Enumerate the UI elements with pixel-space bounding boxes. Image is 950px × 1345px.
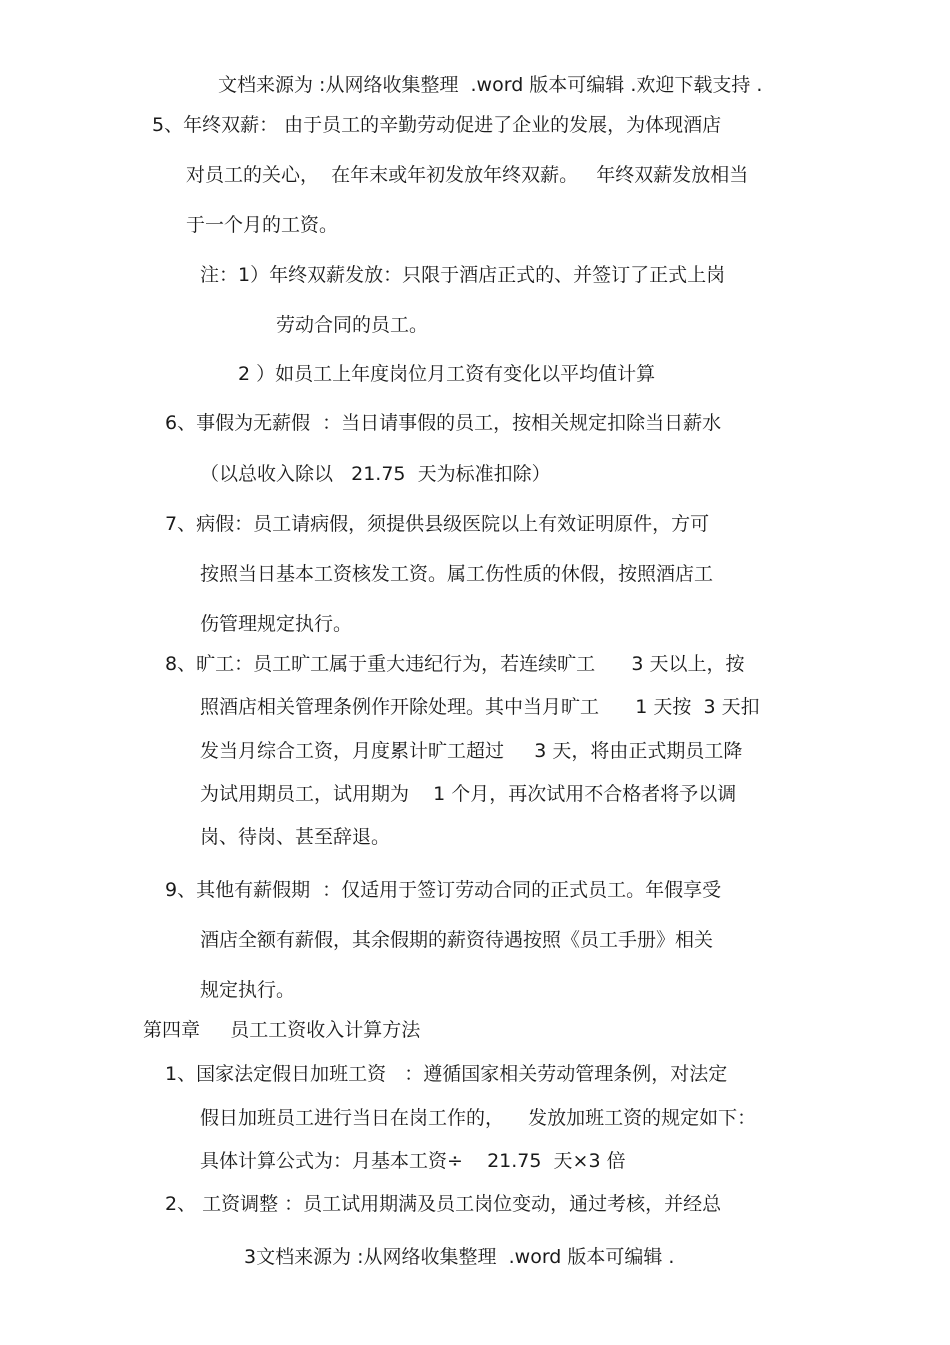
item-6-line-2: （以总收入除以 21.75 天为标准扣除） (200, 463, 551, 485)
header-source-note: 文档来源为 :从网络收集整理 .word 版本可编辑 .欢迎下载支持 . (218, 74, 763, 96)
item-8-line-2: 照酒店相关管理条例作开除处理。其中当月旷工 1 天按 3 天扣 (200, 696, 760, 718)
item-5-note-1-line-1: 注：1）年终双薪发放：只限于酒店正式的、并签订了正式上岗 (200, 264, 726, 286)
item-7-line-2: 按照当日基本工资核发工资。属工伤性质的休假，按照酒店工 (200, 563, 714, 585)
item-6-line-1: 6、事假为无薪假 ：当日请事假的员工，按相关规定扣除当日薪水 (165, 412, 722, 434)
ch4-item-1-line-3: 具体计算公式为：月基本工资÷ 21.75 天×3 倍 (200, 1150, 626, 1172)
item-9-line-1: 9、其他有薪假期 ：仅适用于签订劳动合同的正式员工。年假享受 (165, 879, 722, 901)
item-5-line-2: 对员工的关心， 在年末或年初发放年终双薪。 年终双薪发放相当 (186, 164, 749, 186)
item-9-line-2: 酒店全额有薪假，其余假期的薪资待遇按照《员工手册》相关 (200, 929, 714, 951)
item-8-line-5: 岗、待岗、甚至辞退。 (200, 826, 391, 848)
ch4-item-1-line-2: 假日加班员工进行当日在岗工作的， 发放加班工资的规定如下： (200, 1107, 757, 1129)
item-5-line-1: 5、年终双薪： 由于员工的辛勤劳动促进了企业的发展，为体现酒店 (152, 114, 722, 136)
item-7-line-3: 伤管理规定执行。 (200, 613, 353, 635)
chapter-4-heading: 第四章 员工工资收入计算方法 (143, 1019, 421, 1041)
item-5-note-2: 2 ）如员工上年度岗位月工资有变化以平均值计算 (238, 363, 656, 385)
item-5-line-3: 于一个月的工资。 (186, 214, 339, 236)
item-7-line-1: 7、病假：员工请病假，须提供县级医院以上有效证明原件，方可 (165, 513, 710, 535)
item-8-line-4: 为试用期员工，试用期为 1 个月，再次试用不合格者将予以调 (200, 783, 737, 805)
item-5-note-1-line-2: 劳动合同的员工。 (276, 314, 429, 336)
ch4-item-1-line-1: 1、国家法定假日加班工资 ：遵循国家相关劳动管理条例，对法定 (165, 1063, 728, 1085)
footer-source-note: 3文档来源为 :从网络收集整理 .word 版本可编辑 . (244, 1246, 675, 1268)
ch4-item-2-line-1: 2、 工资调整 ：员工试用期满及员工岗位变动，通过考核，并经总 (165, 1193, 722, 1215)
item-8-line-1: 8、旷工：员工旷工属于重大违纪行为，若连续旷工 3 天以上，按 (165, 653, 745, 675)
item-9-line-3: 规定执行。 (200, 979, 296, 1001)
item-8-line-3: 发当月综合工资，月度累计旷工超过 3 天，将由正式期员工降 (200, 740, 743, 762)
